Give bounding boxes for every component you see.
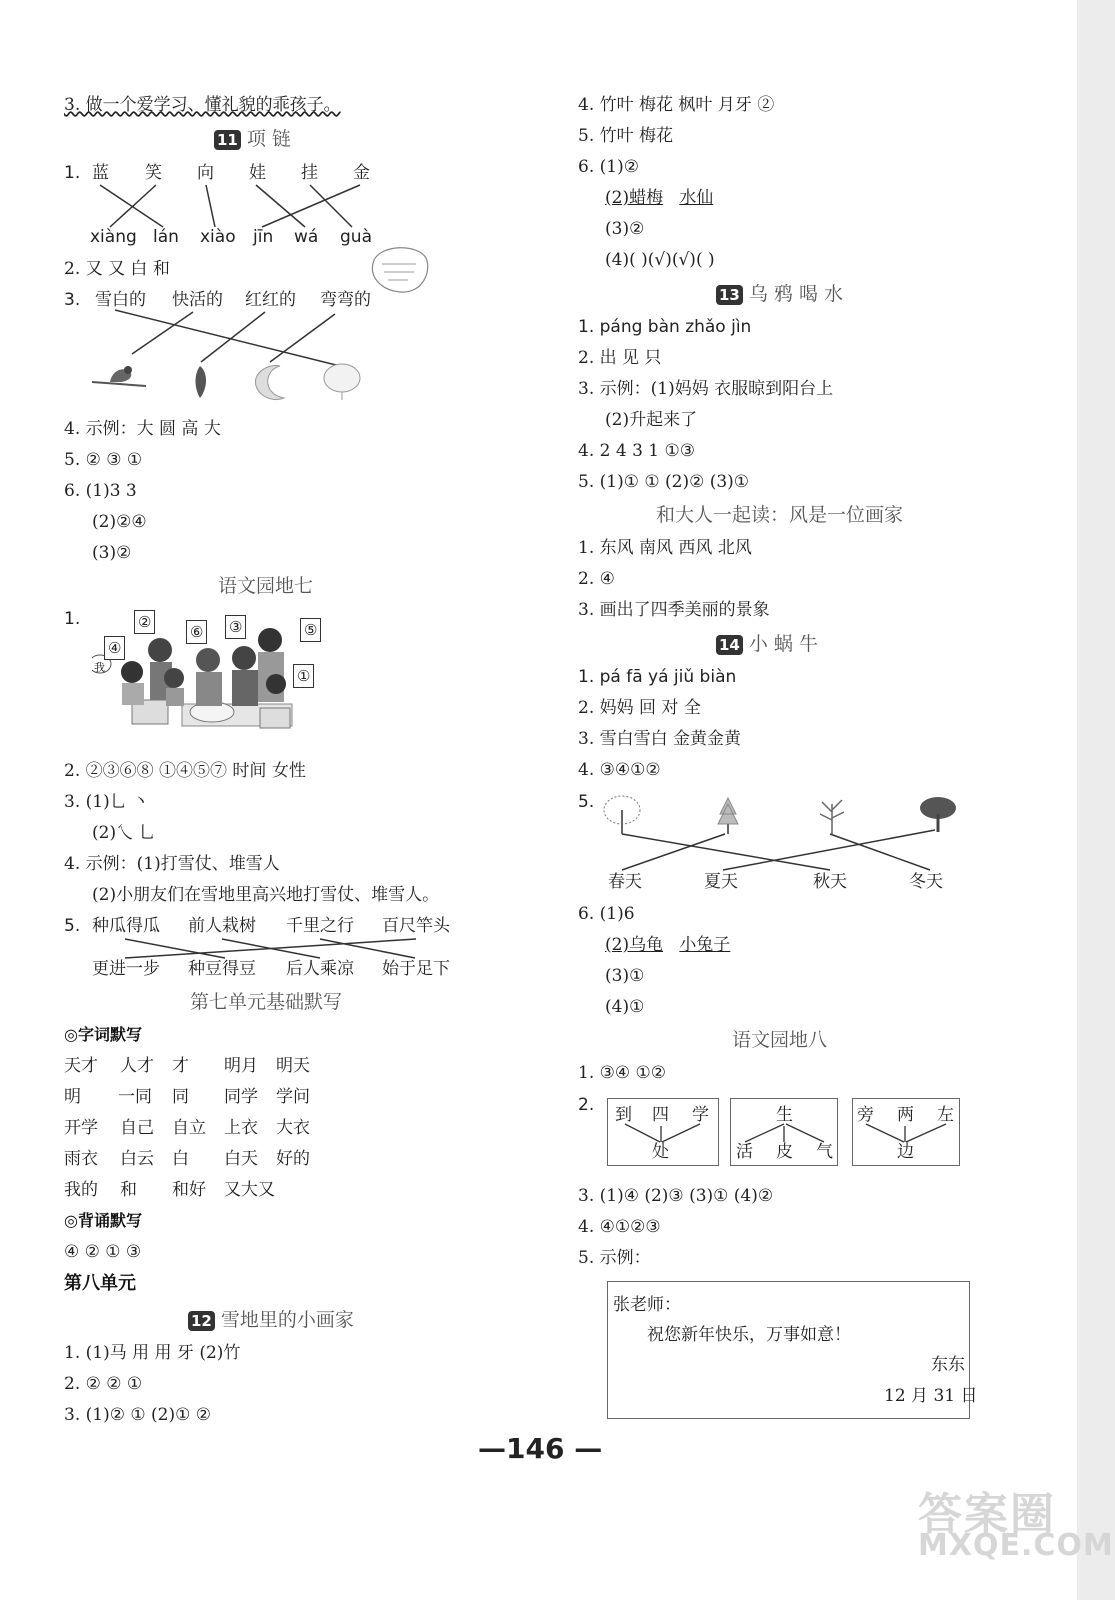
l12-q3: 3. (1)② ① (2)① ②	[64, 1405, 211, 1425]
idiom-bottom: 始于足下	[382, 959, 450, 979]
l11-pinyin: guà	[340, 227, 372, 247]
l11-pinyin: xiàng	[90, 227, 137, 247]
box-char: 皮	[776, 1142, 793, 1162]
l11-pinyin: lán	[153, 227, 179, 247]
r-q4: 4. 竹叶 梅花 枫叶 月牙 ②	[578, 95, 775, 115]
l11-char: 向	[197, 163, 214, 183]
l11-char: 蓝	[92, 163, 109, 183]
l11-q2: 2. 又 又 白 和	[64, 259, 170, 279]
g7-q4-1: 4. 示例：(1)打雪仗、堆雪人	[64, 854, 280, 874]
l14-q4: 4. ③④①②	[578, 760, 661, 780]
letter-date: 12 月 31 日	[884, 1386, 978, 1406]
zici-cell: 开学	[64, 1118, 98, 1138]
l11-char: 金	[353, 163, 370, 183]
l13-q3-2: (2)升起来了	[605, 410, 698, 430]
connector-line	[866, 1124, 904, 1142]
zici-cell: 明月	[224, 1056, 258, 1076]
box-char: 处	[652, 1142, 669, 1162]
zici-cell: 人才	[120, 1056, 154, 1076]
l13-q2: 2. 出 见 只	[578, 348, 662, 368]
g7-q3-2: (2)乀 乚	[92, 823, 156, 843]
l12-q2: 2. ② ② ①	[64, 1374, 143, 1394]
garden-7-title: 语文园地七	[218, 575, 314, 597]
unit-7-dictation-title: 第七单元基础默写	[190, 991, 343, 1013]
zici-cell: 明天	[276, 1056, 310, 1076]
box-char: 生	[776, 1105, 793, 1125]
zici-cell: 白天	[224, 1149, 258, 1169]
g8-q2-number: 2.	[578, 1095, 595, 1115]
l13-q3-1: 3. 示例：(1)妈妈 衣服晾到阳台上	[578, 379, 834, 399]
family-label: ①	[293, 664, 314, 688]
read-q3: 3. 画出了四季美丽的景象	[578, 600, 770, 620]
zici-cell: 同	[172, 1087, 189, 1107]
zici-cell: 大衣	[276, 1118, 310, 1138]
g8-q4: 4. ④①②③	[578, 1217, 661, 1237]
l14-q6-3: (3)①	[605, 966, 645, 986]
read-q1: 1. 东风 南风 西风 北风	[578, 538, 752, 558]
l11-q3-word: 雪白的	[95, 290, 146, 310]
family-label: ④	[104, 636, 125, 660]
season-label: 秋天	[813, 872, 847, 892]
l13-q5: 5. (1)① ① (2)② (3)①	[578, 472, 750, 492]
zici-cell: 和	[120, 1180, 137, 1200]
l11-q4: 4. 示例：大 圆 高 大	[64, 419, 221, 439]
letter-greeting: 张老师：	[613, 1295, 681, 1315]
g7-q4-2: (2)小朋友们在雪地里高兴地打雪仗、堆雪人。	[92, 885, 440, 905]
g7-q5-number: 5.	[64, 916, 81, 936]
letter-signature: 东东	[931, 1355, 965, 1375]
zici-cell: 和好	[172, 1180, 206, 1200]
l11-q5: 5. ② ③ ①	[64, 450, 143, 470]
box-char: 气	[816, 1142, 833, 1162]
zici-cell: 一同	[118, 1087, 152, 1107]
connector-line	[906, 1124, 946, 1142]
box-char: 旁	[857, 1105, 874, 1125]
l14-q6-2: (2)乌龟 小兔子	[605, 935, 731, 955]
garden-8-title: 语文园地八	[732, 1029, 828, 1051]
r-q5: 5. 竹叶 梅花	[578, 126, 674, 146]
l14-q6-4: (4)①	[605, 997, 645, 1017]
zici-cell: 白	[172, 1149, 189, 1169]
g8-q1: 1. ③④ ①②	[578, 1063, 666, 1083]
idiom-bottom: 后人乘凉	[286, 959, 354, 979]
watermark-logo: 答案圈	[918, 1489, 1056, 1540]
zici-cell: 学问	[276, 1087, 310, 1107]
family-label: ③	[225, 615, 246, 639]
g8-q3: 3. (1)④ (2)③ (3)① (4)②	[578, 1186, 774, 1206]
l11-q3-word: 红红的	[245, 290, 296, 310]
l14-q5-number: 5.	[578, 792, 595, 812]
beisong-heading: ◎背诵默写	[64, 1211, 142, 1230]
family-label: ②	[134, 610, 155, 634]
r-q6-1: 6. (1)②	[578, 157, 639, 177]
zici-cell: 自立	[172, 1118, 206, 1138]
zici-cell: 同学	[224, 1087, 258, 1107]
g7-q1-number: 1.	[64, 609, 81, 629]
idiom-top: 百尺竿头	[382, 916, 450, 936]
zici-cell: 雨衣	[64, 1149, 98, 1169]
connector-line	[745, 1124, 784, 1142]
connector-line	[786, 1124, 824, 1142]
l14-q3: 3. 雪白雪白 金黄金黄	[578, 729, 742, 749]
box-char: 边	[897, 1142, 914, 1162]
zici-cell: 明	[64, 1087, 81, 1107]
g7-q3-1: 3. (1)乚 丶	[64, 792, 150, 812]
connector-line	[662, 1124, 700, 1142]
zici-cell: 白云	[120, 1149, 154, 1169]
l14-q2: 2. 妈妈 回 对 全	[578, 698, 701, 718]
l11-q3-word: 弯弯的	[320, 290, 371, 310]
box-char: 到	[615, 1105, 632, 1125]
letter-body: 祝您新年快乐，万事如意！	[647, 1325, 851, 1345]
idiom-bottom: 种豆得豆	[188, 959, 256, 979]
l11-pinyin: jīn	[253, 227, 274, 247]
season-label: 夏天	[704, 872, 738, 892]
l11-pinyin: xiào	[200, 227, 236, 247]
l14-q6-1: 6. (1)6	[578, 904, 635, 924]
l11-q3-number: 3.	[64, 290, 81, 310]
r-q6-3: (3)②	[605, 219, 645, 239]
l11-q6-1: 6. (1)3 3	[64, 481, 137, 501]
idiom-top: 千里之行	[286, 916, 354, 936]
idiom-top: 种瓜得瓜	[92, 916, 160, 936]
l11-char: 挂	[301, 163, 318, 183]
read-q2: 2. ④	[578, 569, 615, 589]
family-label: ⑤	[300, 618, 321, 642]
box-char: 两	[897, 1105, 914, 1125]
lesson-14-title: 14 小 蜗 牛	[716, 632, 818, 656]
box-char: 活	[736, 1142, 753, 1162]
top-item-3: 3. 做一个爱学习、懂礼貌的乖孩子。	[64, 95, 341, 115]
l11-char: 娃	[249, 163, 266, 183]
beisong-answers: ④ ② ① ③	[64, 1242, 142, 1262]
zici-cell: 又大又	[224, 1180, 275, 1200]
r-q6-2: (2)蜡梅 水仙	[605, 188, 714, 208]
box-char: 左	[937, 1105, 954, 1125]
l11-pinyin: wá	[294, 227, 319, 247]
r-q6-4: (4)( )(√)(√)( )	[605, 250, 715, 270]
family-label-me: 我	[94, 661, 105, 674]
l13-q1: 1. páng bàn zhǎo jìn	[578, 317, 752, 337]
reading-title: 和大人一起读：风是一位画家	[656, 504, 904, 526]
zici-heading: ◎字词默写	[64, 1025, 142, 1044]
g8-q5: 5. 示例：	[578, 1248, 651, 1268]
lesson-13-title: 13 乌 鸦 喝 水	[716, 282, 843, 306]
unit-8-heading: 第八单元	[64, 1273, 136, 1294]
idiom-top: 前人栽树	[188, 916, 256, 936]
l14-q1: 1. pá fā yá jiǔ biàn	[578, 667, 737, 687]
watermark-url: MXQE.COM	[918, 1528, 1114, 1563]
family-label: ⑥	[186, 620, 207, 644]
connector-line	[625, 1124, 660, 1142]
zici-cell: 自己	[120, 1118, 154, 1138]
idiom-bottom: 更进一步	[92, 959, 160, 979]
l11-q3-word: 快活的	[172, 290, 223, 310]
box-char: 学	[692, 1105, 709, 1125]
l11-q6-2: (2)②④	[92, 512, 147, 532]
zici-cell: 我的	[64, 1180, 98, 1200]
l13-q4: 4. 2 4 3 1 ①③	[578, 441, 695, 461]
l11-q6-3: (3)②	[92, 543, 132, 563]
zici-cell: 才	[172, 1056, 189, 1076]
g7-q2: 2. ②③⑥⑧ ①④⑤⑦ 时间 女性	[64, 761, 306, 781]
zici-cell: 上衣	[224, 1118, 258, 1138]
season-label: 春天	[608, 872, 642, 892]
l11-char: 笑	[145, 163, 162, 183]
page-number: —146 —	[478, 1432, 603, 1465]
lesson-11-title: 11 项 链	[214, 127, 291, 151]
box-char: 四	[652, 1105, 669, 1125]
l11-q1-number: 1.	[64, 163, 81, 183]
zici-cell: 好的	[276, 1149, 310, 1169]
lesson-12-title: 12 雪地里的小画家	[188, 1308, 354, 1332]
season-label: 冬天	[909, 872, 943, 892]
zici-cell: 天才	[64, 1056, 98, 1076]
l12-q1: 1. (1)马 用 用 牙 (2)竹	[64, 1343, 241, 1363]
